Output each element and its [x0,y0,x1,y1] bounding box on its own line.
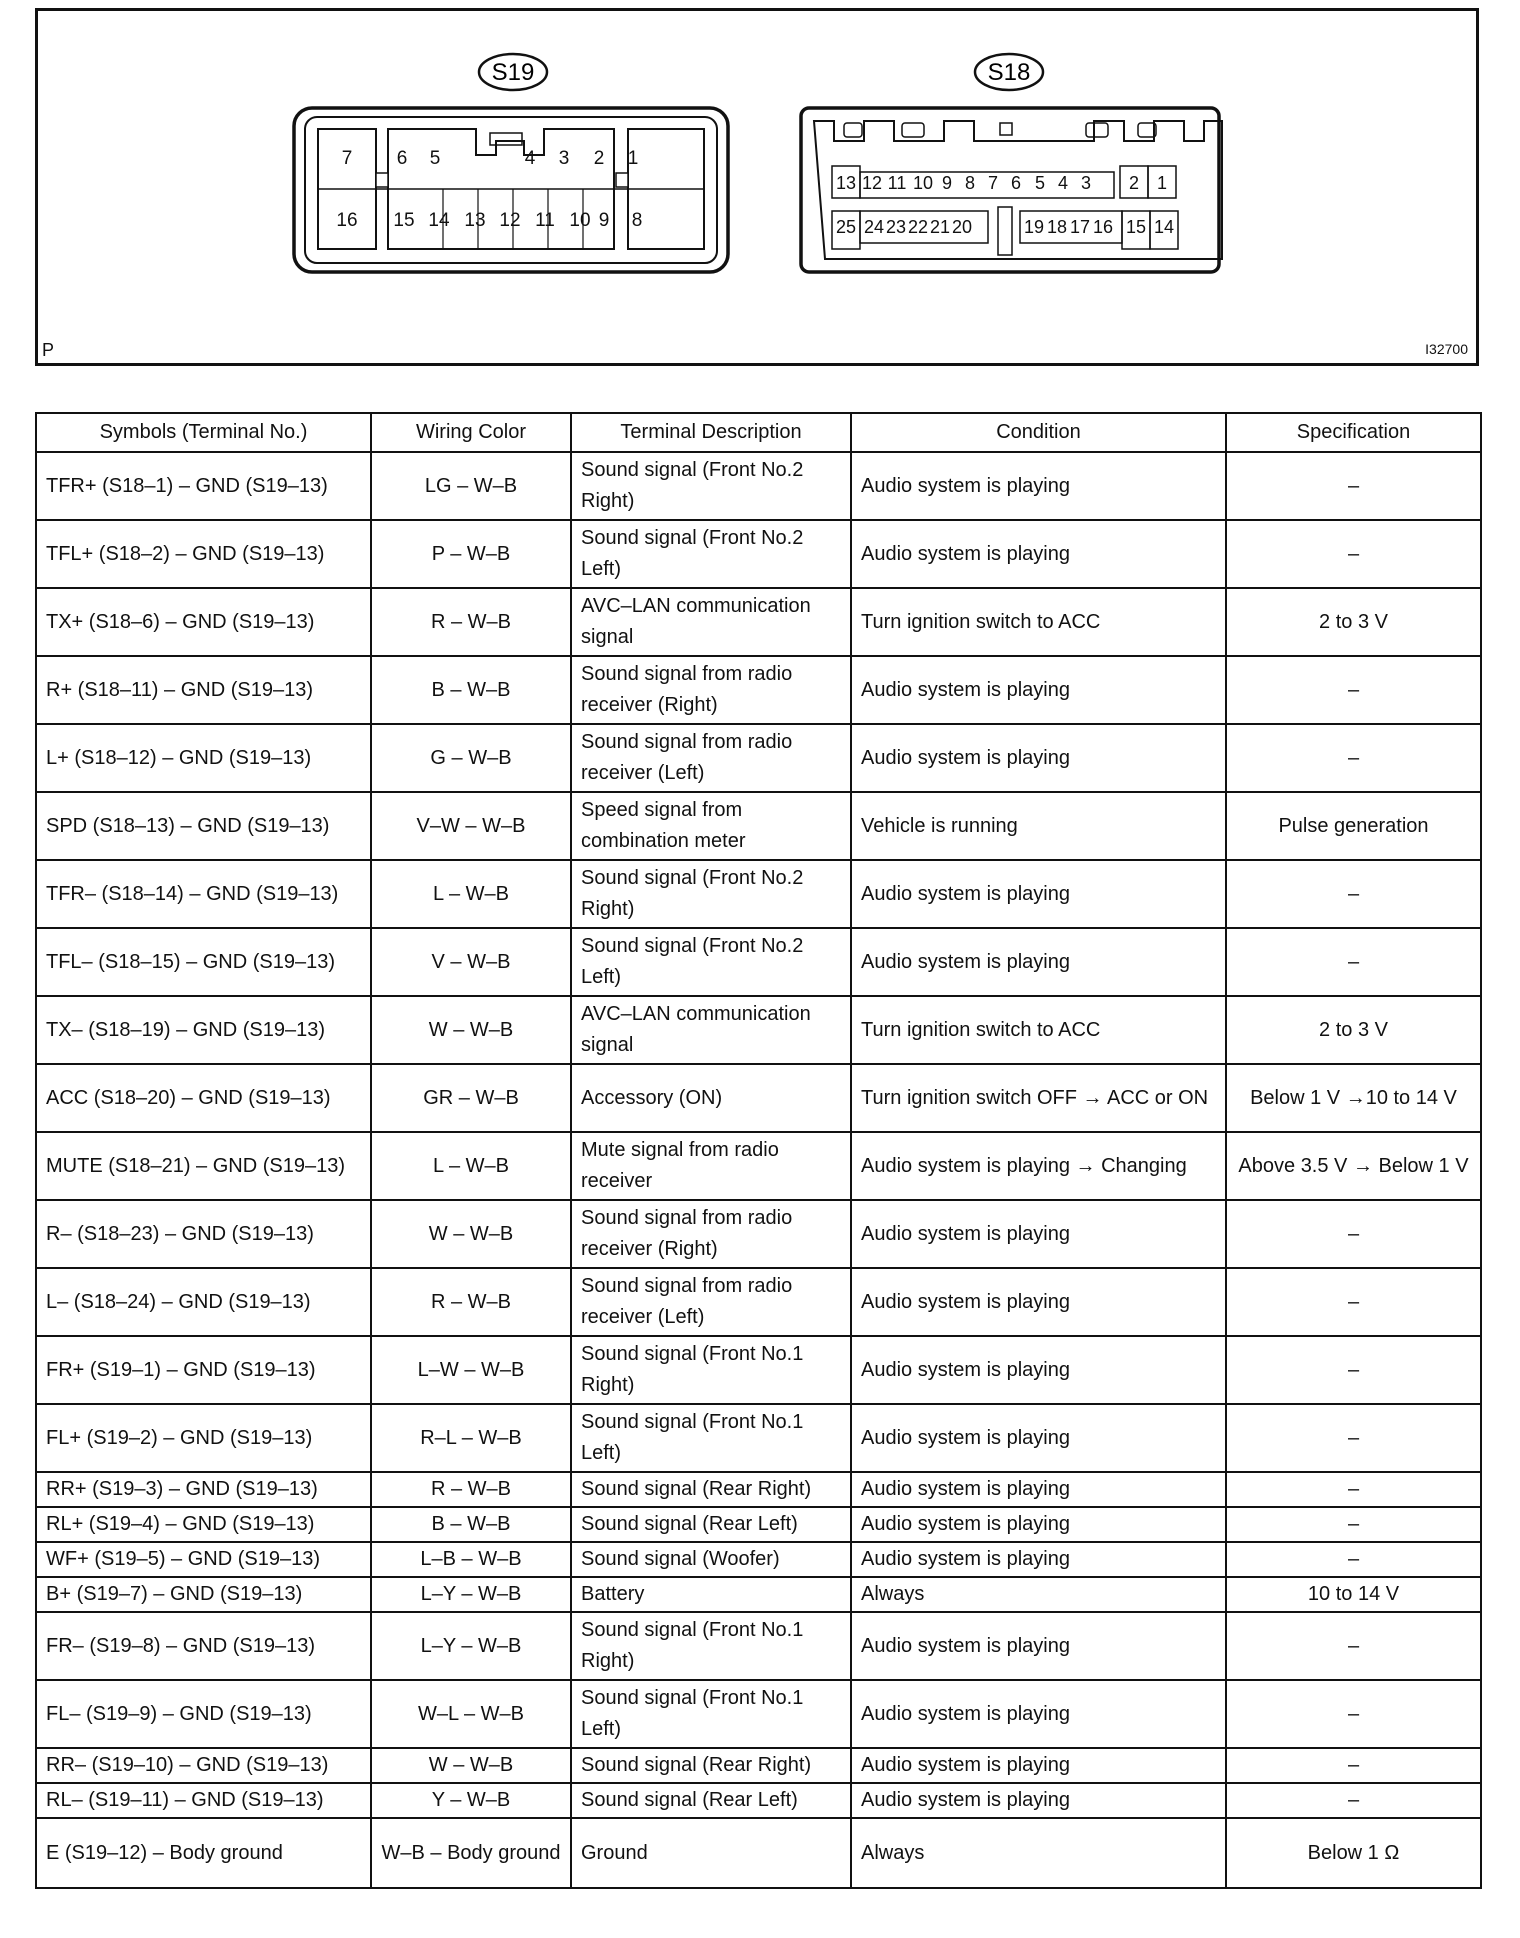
terminal-symbol: RL+ (S19–4) – GND (S19–13) [36,1507,371,1542]
condition: Audio system is playing [851,1268,1226,1336]
terminal-description: Sound signal (Rear Left) [571,1783,851,1818]
pin-number: 19 [1023,217,1045,237]
header-symbols: Symbols (Terminal No.) [36,413,371,452]
pin-number: 6 [396,148,408,169]
pin-number: 16 [336,210,358,231]
terminal-symbol: TX– (S18–19) – GND (S19–13) [36,996,371,1064]
header-specification: Specification [1226,413,1481,452]
terminal-description: Mute signal from radio receiver [571,1132,851,1200]
pin-number: 1 [1156,173,1168,193]
pin-number: 11 [887,173,907,193]
pin-number: 9 [598,210,610,231]
terminal-symbol: FL– (S19–9) – GND (S19–13) [36,1680,371,1748]
table-row [36,1200,1481,1268]
condition: Turn ignition switch to ACC [851,588,1226,656]
pin-number: 13 [464,210,486,231]
specification: – [1226,1268,1481,1336]
pin-number: 22 [907,217,929,237]
pin-number: 10 [569,210,591,231]
terminal-symbol: L– (S18–24) – GND (S19–13) [36,1268,371,1336]
wiring-color: R – W–B [371,1268,571,1336]
s18-connector-label [975,54,1043,90]
pin-number: 15 [1125,217,1147,237]
specification: – [1226,928,1481,996]
specification: – [1226,452,1481,520]
terminal-symbol: R– (S18–23) – GND (S19–13) [36,1200,371,1268]
condition: Turn ignition switch to ACC [851,996,1226,1064]
wiring-color: L–Y – W–B [371,1577,571,1612]
condition: Audio system is playing [851,656,1226,724]
condition: Audio system is playing [851,520,1226,588]
pin-number: 17 [1069,217,1091,237]
specification: – [1226,1200,1481,1268]
pin-number: 1 [627,148,639,169]
header-terminal-description: Terminal Description [571,413,851,452]
terminal-symbol: TFR– (S18–14) – GND (S19–13) [36,860,371,928]
table-row [36,1404,1481,1472]
terminal-description: Sound signal (Rear Right) [571,1748,851,1783]
wiring-color: L–Y – W–B [371,1612,571,1680]
pin-number: 12 [861,173,883,193]
terminal-description: Sound signal (Front No.2 Left) [571,520,851,588]
pin-number: 4 [1057,173,1069,193]
pin-number: 21 [929,217,951,237]
specification: – [1226,1748,1481,1783]
terminal-description: Ground [571,1818,851,1888]
s18-top-pin-numbers [836,173,1167,193]
table-row [36,588,1481,656]
condition: Audio system is playing [851,1200,1226,1268]
pin-number: 11 [535,210,555,231]
specification: 2 to 3 V [1226,588,1481,656]
table-row [36,656,1481,724]
pin-number: 16 [1092,217,1114,237]
connector-diagram [38,11,1476,363]
table-row [36,1577,1481,1612]
condition: Audio system is playing [851,1680,1226,1748]
wiring-color: W – W–B [371,1748,571,1783]
condition: Audio system is playing [851,1612,1226,1680]
terminal-description: AVC–LAN communication signal [571,588,851,656]
s19-connector-label [479,54,547,90]
pin-number: 14 [1153,217,1175,237]
pin-number: 25 [835,217,857,237]
specification: – [1226,860,1481,928]
condition: Audio system is playing [851,860,1226,928]
terminal-description: Sound signal (Front No.1 Right) [571,1336,851,1404]
wiring-color: V – W–B [371,928,571,996]
specification: 10 to 14 V [1226,1577,1481,1612]
specification: – [1226,656,1481,724]
terminal-symbol: TFL– (S18–15) – GND (S19–13) [36,928,371,996]
pin-number: 20 [951,217,973,237]
specification: – [1226,1542,1481,1577]
table-row [36,1680,1481,1748]
specification: Below 1 V →10 to 14 V [1226,1064,1481,1132]
pin-number: 7 [987,173,999,193]
wiring-color: L–W – W–B [371,1336,571,1404]
terminal-symbol: MUTE (S18–21) – GND (S19–13) [36,1132,371,1200]
specification: Above 3.5 V → Below 1 V [1226,1132,1481,1200]
wiring-color: Y – W–B [371,1783,571,1818]
condition: Audio system is playing [851,452,1226,520]
header-condition: Condition [851,413,1226,452]
table-row [36,452,1481,520]
pin-number: 2 [593,148,605,169]
table-row [36,1132,1481,1200]
pin-number: 23 [885,217,907,237]
svg-text:S19: S19 [491,59,535,86]
condition: Vehicle is running [851,792,1226,860]
connector-figure [35,8,1479,366]
table-row [36,996,1481,1064]
terminal-description: Sound signal from radio receiver (Right) [571,656,851,724]
condition: Turn ignition switch OFF → ACC or ON [851,1064,1226,1132]
table-row [36,520,1481,588]
terminal-description: Sound signal (Front No.2 Right) [571,452,851,520]
terminal-description: Sound signal from radio receiver (Left) [571,724,851,792]
terminal-symbol: L+ (S18–12) – GND (S19–13) [36,724,371,792]
table-row [36,724,1481,792]
figure-id: I32700 [1425,341,1468,357]
terminal-symbol: FR+ (S19–1) – GND (S19–13) [36,1336,371,1404]
terminal-description: Sound signal (Front No.1 Left) [571,1680,851,1748]
table-row [36,1818,1481,1888]
table-row [36,860,1481,928]
condition: Audio system is playing [851,1783,1226,1818]
table-row [36,1268,1481,1336]
pin-number: 5 [1034,173,1046,193]
wiring-color: LG – W–B [371,452,571,520]
terminal-description: Accessory (ON) [571,1064,851,1132]
header-wiring-color: Wiring Color [371,413,571,452]
terminal-description: Sound signal (Woofer) [571,1542,851,1577]
terminal-symbol: RL– (S19–11) – GND (S19–13) [36,1783,371,1818]
pin-number: 6 [1010,173,1022,193]
condition: Audio system is playing [851,928,1226,996]
condition: Audio system is playing [851,724,1226,792]
condition: Audio system is playing [851,1748,1226,1783]
wiring-color: L – W–B [371,1132,571,1200]
wiring-color: P – W–B [371,520,571,588]
specification: – [1226,1612,1481,1680]
figure-corner-letter: P [42,340,55,360]
wiring-color: GR – W–B [371,1064,571,1132]
table-header-row [36,413,1481,452]
table-row [36,1064,1481,1132]
specification: – [1226,1404,1481,1472]
specification: – [1226,1680,1481,1748]
specification: – [1226,1472,1481,1507]
wiring-color: L–B – W–B [371,1542,571,1577]
condition: Audio system is playing [851,1507,1226,1542]
table-row [36,1748,1481,1783]
condition: Audio system is playing [851,1404,1226,1472]
s19-bottom-pin-numbers [336,210,642,231]
table-row [36,1336,1481,1404]
table-row [36,1472,1481,1507]
svg-text:S18: S18 [987,59,1031,86]
s18-bottom-pin-numbers [836,217,1174,237]
wiring-color: G – W–B [371,724,571,792]
specification: – [1226,520,1481,588]
s19-top-pin-numbers [342,148,639,169]
wiring-color: L – W–B [371,860,571,928]
specification: 2 to 3 V [1226,996,1481,1064]
terminal-description: Battery [571,1577,851,1612]
terminal-symbol: RR– (S19–10) – GND (S19–13) [36,1748,371,1783]
condition: Audio system is playing [851,1542,1226,1577]
table-row [36,1542,1481,1577]
wiring-color: V–W – W–B [371,792,571,860]
specification: Below 1 Ω [1226,1818,1481,1888]
terminal-spec-table [35,412,1482,1889]
wiring-color: R – W–B [371,1472,571,1507]
specification: – [1226,1336,1481,1404]
wiring-color: B – W–B [371,1507,571,1542]
terminal-description: Sound signal (Front No.2 Left) [571,928,851,996]
pin-number: 14 [428,210,450,231]
condition: Audio system is playing [851,1336,1226,1404]
s19-connector [294,108,728,272]
terminal-description: Sound signal (Front No.1 Right) [571,1612,851,1680]
pin-number: 13 [835,173,857,193]
pin-number: 3 [1080,173,1092,193]
terminal-description: Sound signal from radio receiver (Left) [571,1268,851,1336]
terminal-symbol: TX+ (S18–6) – GND (S19–13) [36,588,371,656]
pin-number: 8 [964,173,976,193]
terminal-symbol: E (S19–12) – Body ground [36,1818,371,1888]
table-row [36,1783,1481,1818]
wiring-color: R – W–B [371,588,571,656]
condition: Audio system is playing [851,1472,1226,1507]
wiring-color: B – W–B [371,656,571,724]
pin-number: 2 [1128,173,1140,193]
terminal-description: Speed signal from combination meter [571,792,851,860]
wiring-color: W–B – Body ground [371,1818,571,1888]
terminal-description: AVC–LAN communication signal [571,996,851,1064]
specification: – [1226,1507,1481,1542]
pin-number: 7 [341,148,353,169]
specification: – [1226,724,1481,792]
wiring-color: W – W–B [371,1200,571,1268]
specification: Pulse generation [1226,792,1481,860]
pin-number: 4 [524,148,536,169]
wiring-color: W–L – W–B [371,1680,571,1748]
pin-number: 18 [1046,217,1068,237]
terminal-symbol: R+ (S18–11) – GND (S19–13) [36,656,371,724]
pin-number: 12 [499,210,521,231]
terminal-symbol: WF+ (S19–5) – GND (S19–13) [36,1542,371,1577]
terminal-symbol: RR+ (S19–3) – GND (S19–13) [36,1472,371,1507]
terminal-description: Sound signal (Front No.1 Left) [571,1404,851,1472]
pin-number: 3 [558,148,570,169]
table-row [36,792,1481,860]
terminal-description: Sound signal (Rear Left) [571,1507,851,1542]
table-row [36,928,1481,996]
pin-number: 15 [393,210,415,231]
terminal-symbol: TFR+ (S18–1) – GND (S19–13) [36,452,371,520]
pin-number: 24 [863,217,885,237]
pin-number: 10 [912,173,934,193]
terminal-description: Sound signal (Rear Right) [571,1472,851,1507]
table-row [36,1507,1481,1542]
terminal-symbol: B+ (S19–7) – GND (S19–13) [36,1577,371,1612]
specification: – [1226,1783,1481,1818]
pin-number: 8 [631,210,643,231]
terminal-description: Sound signal (Front No.2 Right) [571,860,851,928]
terminal-symbol: TFL+ (S18–2) – GND (S19–13) [36,520,371,588]
pin-number: 9 [941,173,953,193]
wiring-color: R–L – W–B [371,1404,571,1472]
pin-number: 5 [429,148,441,169]
condition: Always [851,1577,1226,1612]
terminal-symbol: ACC (S18–20) – GND (S19–13) [36,1064,371,1132]
condition: Audio system is playing → Changing [851,1132,1226,1200]
terminal-symbol: FR– (S19–8) – GND (S19–13) [36,1612,371,1680]
table-row [36,1612,1481,1680]
condition: Always [851,1818,1226,1888]
wiring-color: W – W–B [371,996,571,1064]
terminal-description: Sound signal from radio receiver (Right) [571,1200,851,1268]
terminal-symbol: FL+ (S19–2) – GND (S19–13) [36,1404,371,1472]
terminal-symbol: SPD (S18–13) – GND (S19–13) [36,792,371,860]
